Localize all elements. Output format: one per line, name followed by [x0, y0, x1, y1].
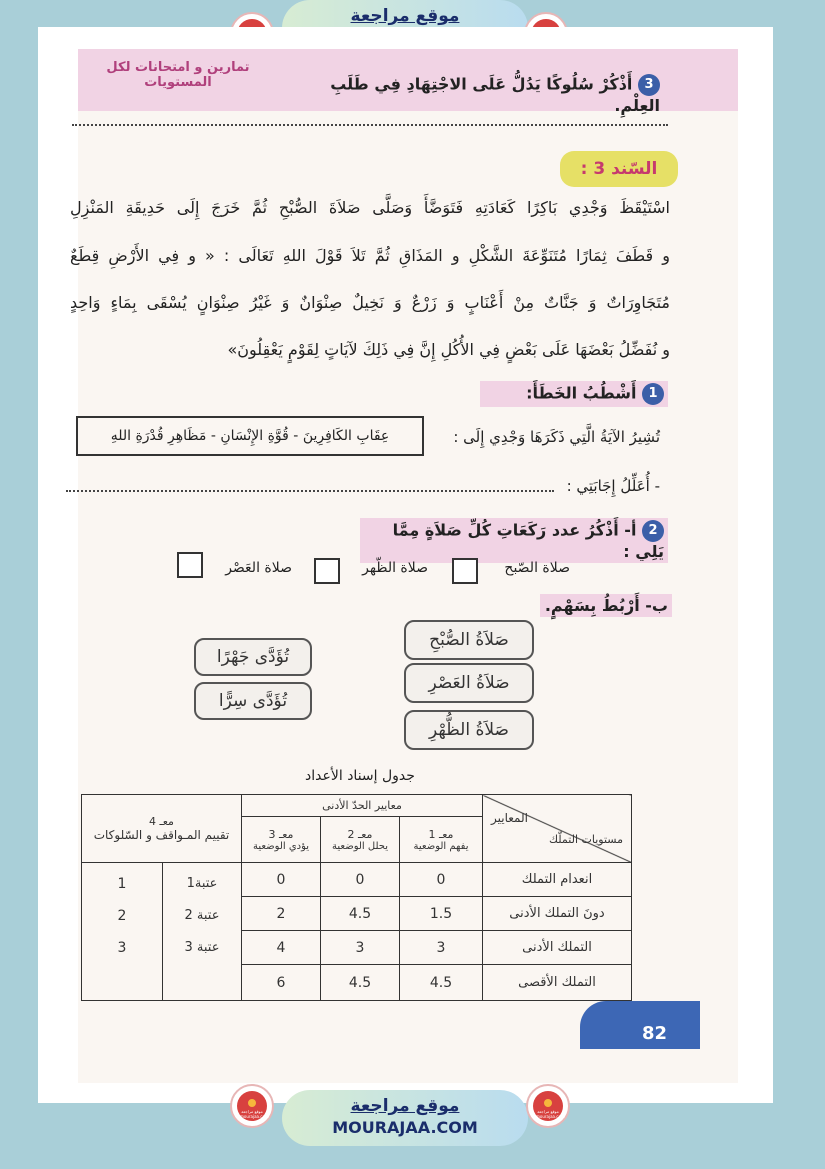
score-cell: 0 — [242, 863, 321, 897]
site-banner-arabic: موقع مراجعة — [350, 6, 460, 26]
score-cell: 1.5 — [400, 897, 483, 931]
question-1-title: أَشْطُبُ الخَطَأَ: — [526, 383, 637, 403]
question-1-prompt: تُشِيرُ الآيَةُ الَّتِي ذَكَرَهَا وَجْدِي إِلَى : — [453, 428, 660, 446]
manner-pill[interactable]: تُؤَدَّى جَهْرًا — [194, 638, 312, 676]
score-cell: 4.5 — [400, 965, 483, 1001]
site-banner-bottom[interactable] — [282, 1090, 528, 1146]
manner-pill[interactable]: تُؤَدَّى سِرًّا — [194, 682, 312, 720]
prayer-label: صلاة الصّبح — [504, 560, 570, 576]
prayer-pill[interactable]: صَلاَةُ الظُّهْرِ — [404, 710, 534, 750]
criteria-corner — [483, 795, 632, 863]
rakat-checkbox[interactable] — [452, 558, 478, 584]
threshold-label: عتبة 2 — [184, 907, 220, 923]
threshold-label: عتبة 3 — [184, 939, 220, 955]
criterion-name: معـ 3 — [268, 827, 294, 841]
level-cell: انعدام التملك — [483, 863, 632, 897]
threshold-label: عتبة1 — [186, 875, 218, 891]
options-box[interactable]: عِقَابِ الكَافِرِينَ - قُوَّةِ الإِنْسَانِ - مَظَاهِرِ قُدْرَةِ اللهِ — [76, 416, 424, 456]
criterion-desc: يحلل الوضعية — [332, 840, 388, 852]
question-2a — [360, 518, 668, 563]
logo-caption: موقع مراجعة mourajaa.com — [240, 1109, 269, 1119]
question-number: 2 — [642, 520, 664, 542]
series-title: تمارين و امتحانات لكل المستويات — [106, 60, 250, 90]
criterion-name: معـ 1 — [428, 827, 454, 841]
page-number: 82 — [642, 1023, 668, 1044]
answer-line — [66, 490, 554, 492]
justify-prompt: - أُعَلِّلُ إِجَابَتِي : — [566, 477, 660, 495]
threshold-labels — [163, 863, 242, 1001]
threshold-scores — [82, 863, 163, 1001]
score-cell: 0 — [321, 863, 400, 897]
corner-bottom: مستويات التملّك — [549, 833, 623, 846]
criterion-name: معـ 2 — [347, 827, 373, 841]
grading-table — [81, 794, 632, 1001]
criterion-name: معـ 4 — [149, 815, 174, 828]
question-number: 1 — [642, 383, 664, 405]
level-cell: التملك الأقصى — [483, 965, 632, 1001]
score-cell: 3 — [321, 931, 400, 965]
document-label: السّند 3 : — [560, 151, 678, 187]
score-cell: 4.5 — [321, 897, 400, 931]
prayer-label: صلاة الظّهر — [362, 560, 428, 576]
threshold-score: 1 — [117, 875, 127, 892]
level-cell: دونَ التملك الأدنى — [483, 897, 632, 931]
threshold-score: 2 — [117, 907, 127, 924]
prayer-pill[interactable]: صَلاَةُ الصُّبْحِ — [404, 620, 534, 660]
score-cell: 2 — [242, 897, 321, 931]
threshold-score: 3 — [117, 939, 127, 956]
score-cell: 0 — [400, 863, 483, 897]
min-criteria-header: معايير الحدّ الأدنى — [242, 795, 483, 817]
document-line: اسْتَيْقَظَ وَجْدِي بَاكِرًا كَعَادَتِهِ فَتَوَضَّأَ وَصَلَّى صَلاَةَ الصُّبْحِ ثُمَّ خَرَجَ إِلَى حَدِيقَةِ المَنْزِلِ — [70, 198, 670, 217]
document-line: و نُفَضِّلُ بَعْضَهَا عَلَى بَعْضٍ فِي الأُكُلِ إِنَّ فِي ذَلِكَ لآيَاتٍ لِقَوْمٍ يَعْقِلُونَ» — [227, 340, 670, 359]
criterion-header — [321, 817, 400, 863]
corner-top: المعايير — [491, 811, 528, 825]
question-1 — [480, 381, 668, 407]
criterion-header — [242, 817, 321, 863]
question-2a-text: أ- أَذْكُرُ عدد رَكَعَاتِ كُلِّ صَلاَةٍ مِمَّا يَلِي : — [392, 520, 664, 561]
document-line: و قَطَفَ ثِمَارًا مُتَنَوِّعَةَ الشَّكْلِ و المَذَاقِ ثُمَّ تَلاَ قَوْلَ اللهِ تَعَالَى : « و فِي الأَرْضِ قِطَعٌ — [70, 246, 670, 265]
criterion-desc: يفهم الوضعية — [413, 840, 469, 852]
document-line: مُتَجَاوِرَاتٌ وَ جَنَّاتٌ مِنْ أَعْنَابٍ وَ زَرْعٌ وَ نَخِيلٌ صِنْوَانٌ وَ غَيْرُ صِنْوَانٍ يُسْقَى بِمَاءٍ وَاحِدٍ — [70, 293, 670, 312]
score-cell: 4.5 — [321, 965, 400, 1001]
criterion-4-header — [82, 795, 242, 863]
site-banner-arabic: موقع مراجعة — [350, 1096, 460, 1116]
grading-title: جدول إسناد الأعداد — [305, 768, 415, 784]
rakat-checkbox[interactable] — [314, 558, 340, 584]
score-cell: 3 — [400, 931, 483, 965]
criterion-desc: تقييم المـواقف و السّلوكات — [93, 828, 230, 842]
rakat-checkbox[interactable] — [177, 552, 203, 578]
page-number-tab — [580, 1001, 700, 1049]
question-3-text: أَذْكُرْ سُلُوكًا يَدُلُّ عَلَى الاجْتِهَادِ فِي طَلَبِ العِلْمِ. — [330, 74, 660, 115]
site-logo-icon — [230, 1084, 274, 1128]
score-cell: 4 — [242, 931, 321, 965]
site-logo-icon — [526, 1084, 570, 1128]
criterion-desc: يؤدي الوضعية — [252, 840, 310, 852]
prayer-label: صلاة العَصْر — [225, 560, 292, 576]
question-3 — [300, 74, 660, 115]
criterion-header — [400, 817, 483, 863]
score-cell: 6 — [242, 965, 321, 1001]
question-2b: ب- أَرْبُطُ بِسَهْمٍ. — [540, 594, 672, 617]
site-banner-latin: MOURAJAA.COM — [332, 1118, 478, 1137]
logo-caption: موقع مراجعة mourajaa.com — [536, 1109, 565, 1119]
prayer-pill[interactable]: صَلاَةُ العَصْرِ — [404, 663, 534, 703]
level-cell: التملك الأدنى — [483, 931, 632, 965]
answer-line — [72, 124, 668, 126]
question-number: 3 — [638, 74, 660, 96]
